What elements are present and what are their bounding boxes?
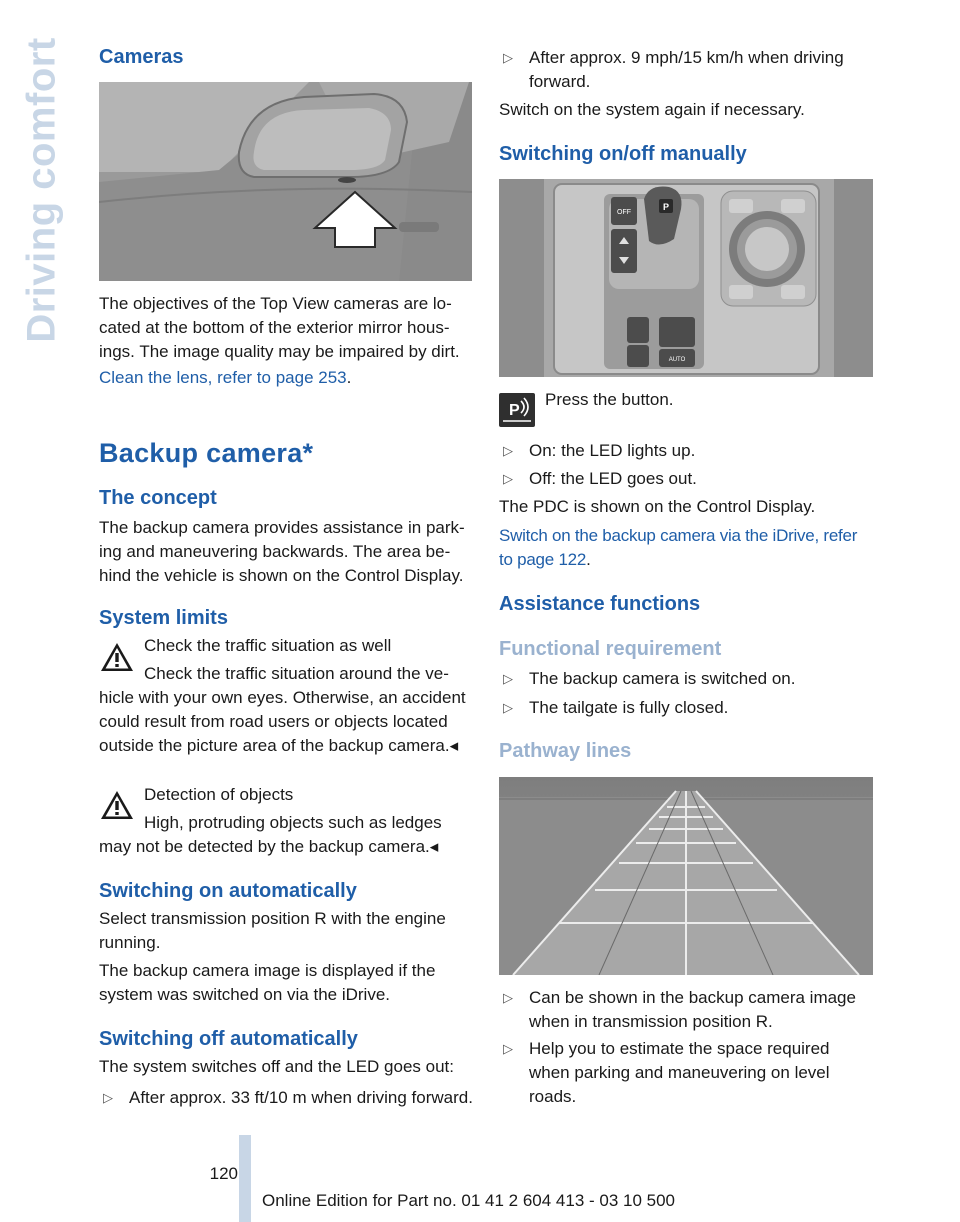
list-item [499, 986, 874, 1034]
pathway-bullet-2: Help you to estimate the space required when parking and maneuvering on level roads. [529, 1039, 830, 1106]
auto-off-bullet1: After approx. 33 ft/10 m when driving forward. [129, 1088, 473, 1107]
warning2-title: Detection of objects [144, 785, 294, 804]
list-item [499, 696, 874, 720]
switch-again-text: Switch on the system again if necessary. [499, 100, 805, 119]
pdc-icon-label: P [509, 402, 520, 419]
warning-triangle-icon [99, 788, 135, 822]
auto-off-text: The system switches off and the LED goes out: [99, 1057, 454, 1076]
auto-hold-button-label: AUTO [668, 357, 686, 363]
assistance-functions-heading: Assistance functions [499, 593, 701, 615]
side-tab-label: Driving comfort [19, 37, 64, 343]
switching-manually-heading: Switching on/off manually [499, 143, 747, 165]
list-item [499, 1037, 874, 1109]
warning2-text: may not be detected by the backup camera.◂ [99, 837, 439, 856]
list-item [499, 667, 874, 691]
list-item [499, 439, 874, 463]
warning1-text: hicle with your own eyes. Otherwise, an accident could result from road users or objects located outside the picture area of the backup camera.◂ [99, 688, 466, 755]
cameras-text: The objectives of the Top View cameras are located at the bottom of the exterior mirror housings. The image quality may be impaired by dirt. [99, 294, 460, 361]
bullet-triangle-icon: ▷ [503, 990, 513, 1005]
bullet-triangle-icon: ▷ [503, 671, 513, 686]
side-tab [19, 37, 64, 343]
bullet-triangle-icon: ▷ [503, 443, 513, 458]
concept-text: The backup camera provides assistance in parking and maneuvering backwards. The area behind the vehicle is shown on the Control Display. [99, 518, 465, 585]
pathway-lines-illustration [499, 777, 873, 975]
idrive-link[interactable]: Switch on the backup camera via the iDrive, refer to page 122 [499, 526, 858, 569]
pdc-button-icon [499, 393, 535, 427]
list-item [99, 1086, 474, 1110]
bullet-led-on: On: the LED lights up. [529, 441, 696, 460]
edition-text: Online Edition for Part no. 01 41 2 604 413 - 03 10 500 [262, 1191, 676, 1210]
auto-off-bullet2: After approx. 9 mph/15 km/h when driving forward. [529, 48, 844, 91]
console-image [499, 179, 873, 377]
mirror-camera-image [99, 82, 472, 281]
bullet-led-off: Off: the LED goes out. [529, 469, 697, 488]
requirement-2: The tailgate is fully closed. [529, 698, 729, 717]
bullet-triangle-icon: ▷ [103, 1090, 113, 1105]
press-button-text: Press the button. [545, 390, 674, 409]
footer-divider [239, 1135, 251, 1222]
warning1-line1: Check the traffic situation around the ve- [144, 664, 449, 683]
bullet-triangle-icon: ▷ [503, 1041, 513, 1056]
auto-on-text2: The backup camera image is displayed if the system was switched on via the iDrive. [99, 961, 436, 1004]
warning2-line1: High, protruding objects such as ledges [144, 813, 442, 832]
warning1-title: Check the traffic situation as well [144, 636, 392, 655]
pathway-bullet-1: Can be shown in the backup camera image when in transmission position R. [529, 988, 856, 1031]
center-console-illustration [499, 179, 873, 377]
cameras-text-link-line: Clean the lens, refer to page 253. [99, 368, 352, 387]
mirror-illustration [99, 82, 472, 281]
bullet-triangle-icon: ▷ [503, 700, 513, 715]
pdc-shown-text: The PDC is shown on the Control Display. [499, 497, 816, 516]
clean-lens-link[interactable]: Clean the lens, refer to page 253 [99, 368, 347, 387]
functional-requirement-heading: Functional requirement [499, 638, 722, 660]
pathway-image [499, 777, 873, 975]
backup-camera-heading: Backup camera* [99, 438, 314, 468]
switching-on-automatically-heading: Switching on automatically [99, 880, 357, 902]
pathway-lines-heading: Pathway lines [499, 740, 632, 762]
idrive-link-line: Switch on the backup camera via the iDrive, refer to page 122. [499, 526, 858, 569]
auto-on-text1: Select transmission position R with the engine running. [99, 909, 446, 952]
off-button-label: OFF [617, 209, 631, 216]
list-item [499, 467, 874, 491]
requirement-1: The backup camera is switched on. [529, 669, 796, 688]
concept-heading: The concept [99, 487, 217, 509]
switching-off-automatically-heading: Switching off automatically [99, 1028, 358, 1050]
bullet-triangle-icon: ▷ [503, 471, 513, 486]
warning-triangle-icon [99, 640, 135, 674]
list-item [499, 46, 874, 94]
cameras-heading: Cameras [99, 46, 184, 68]
gear-selector-p: P [662, 202, 670, 212]
page-number: 120 [209, 1164, 238, 1183]
system-limits-heading: System limits [99, 607, 228, 629]
bullet-triangle-icon: ▷ [503, 50, 513, 65]
